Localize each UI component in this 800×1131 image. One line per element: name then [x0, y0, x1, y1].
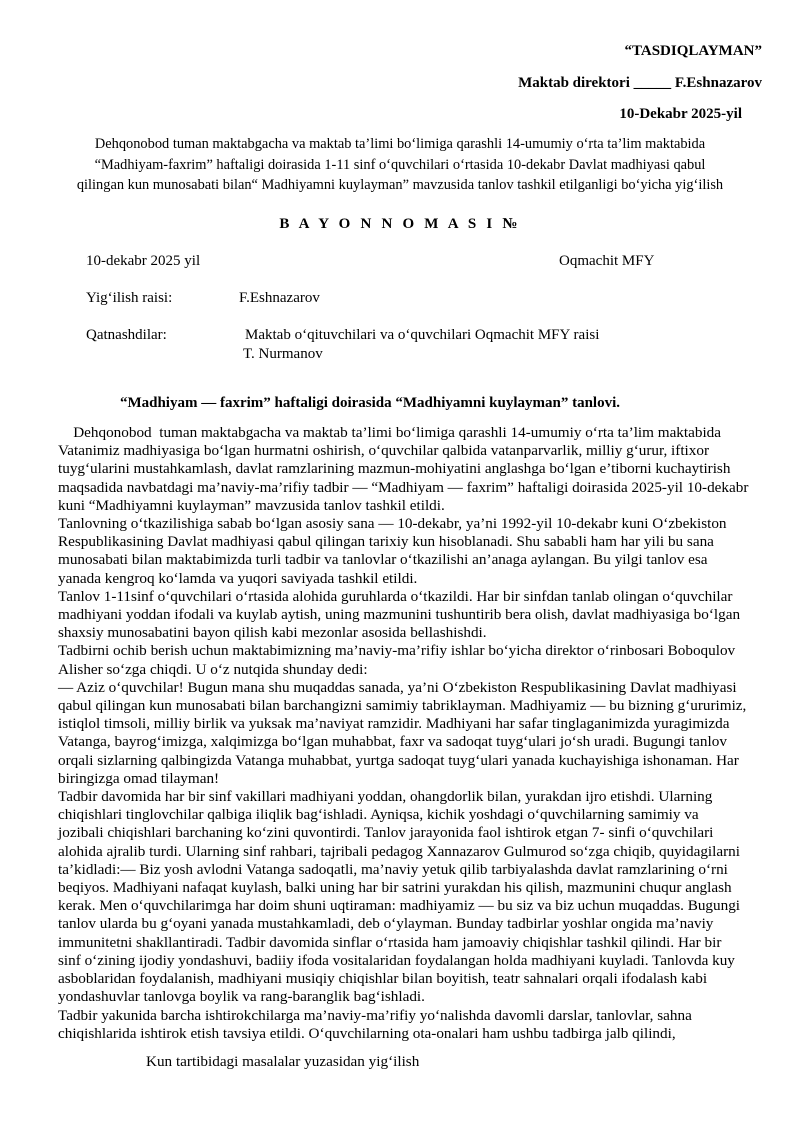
body-line: chiqishlarida ishtirok etish tavsiya etildi. O‘quvchilarning ota-onalari ham ushbu tadbirga jalb qilindi, [58, 1024, 676, 1042]
event-subtitle: “Madhiyam — faxrim” haftaligi doirasida “Madhiyamni kuylayman” tanlovi. [119, 395, 621, 411]
participants-line-2: T. Nurmanov [243, 346, 323, 362]
body-line: tanlov ularda bu g‘oyani yanada mustahkamladi, deb o‘ylayman. Bunday tadbirlar yoshlar ongida ma’naviy [58, 915, 714, 933]
body-line: immunitetni shakllantiradi. Tadbir davomida sinflar o‘rtasida ham jamoaviy chiqishlar tashkil qilindi. Har bir [58, 933, 722, 951]
body-line: yanada kengroq ko‘lamda va yuqori saviyada tashkil etildi. [58, 569, 418, 587]
body-line: Tanlovning o‘tkazilishiga sabab bo‘lgan asosiy sana — 10-dekabr, ya’ni 1992-yil 10-dekabr kuni O‘zbekiston [58, 515, 727, 533]
body-line: shaxsiy munosabatini bayon qilish kabi mezonlar asosida bellashishdi. [58, 624, 487, 642]
intro-line: Dehqonobod tuman maktabgacha va maktab ta’limi bo‘limiga qarashli 14-umumiy o‘rta ta’lim maktabida [94, 136, 706, 152]
body-line: alohida ajralib turdi. Ularning sinf rahbari, tajribali pedagog Xannazarov Gulmurod so‘zga chiqib, quyidagilarni [58, 842, 740, 860]
meeting-place: Oqmachit MFY [559, 253, 655, 269]
chair-label: Yig‘ilish raisi: [86, 290, 173, 306]
body-line: — Aziz o‘quvchilar! Bugun mana shu muqaddas sanada, ya’ni O‘zbekiston Respublikasining Davlat madhiyasi [58, 678, 737, 696]
report-body [58, 424, 778, 1043]
document-title: B A Y O N N O M A S I № [279, 216, 521, 232]
body-line: asboblaridan foydalanish, madhiyani musiqiy chiqishlar bilan boyitish, teatr sahnalari orqali ifodalash kabi [58, 970, 708, 988]
body-line: Vatanga, bayrog‘imizga, xalqimizga bo‘lgan muhabbat, faxr va sadoqat tuyg‘ulari jo‘sh uradi. Bugungi tanlov [58, 733, 727, 751]
body-line: qabul qilingan kun munosabati bilan barchangizni samimiy tabriklayman. Madhiyamiz — bu bizning g‘ururimiz, [58, 697, 747, 715]
body-line: istiqlol timsoli, milliy birlik va yuksak ma’naviyat ramzidir. Madhiyani har safar tinglaganimizda yuragimizda [58, 715, 730, 733]
body-line: chiqishlari tinglovchilar qalbiga iliqlik bag‘ishladi. Ayniqsa, kichik yoshdagi o‘quvchilarning samimiy va [58, 806, 699, 824]
body-line: madhiyani yoddan ifodali va kuylab aytish, uning mazmunini tushuntirib bera olish, davlat madhiyasiga bo‘lgan [58, 606, 741, 624]
approval-heading: “TASDIQLAYMAN” [624, 43, 762, 59]
participants-line-1: Maktab o‘qituvchilari va o‘quvchilari Oqmachit MFY raisi [245, 327, 600, 343]
body-line: maqsadida navbatdagi ma’naviy-ma’rifiy tadbir — “Madhiyam — faxrim” haftaligi doirasida 2025-yil 10-dekabr [58, 478, 749, 496]
body-line: Vatanimiz madhiyasiga bo‘lgan hurmatni oshirish, o‘quvchilar qalbida vatanparvarlik, milliy g‘urur, iftixor [58, 442, 710, 460]
body-line: Tadbirni ochib berish uchun maktabimizning ma’naviy-ma’rifiy ishlar bo‘yicha direktor o‘rinbosari Boboqulov [58, 642, 736, 660]
body-line: Tanlov 1-11sinf o‘quvchilari o‘rtasida alohida guruhlarda o‘tkazildi. Har bir sinfdan tanlab olingan o‘quvchilar [58, 587, 733, 605]
body-line: beqiyos. Madhiyani nafaqat kuylash, balki uning har bir satrini yurakdan his qilish, mazmunini chuqur anglash [58, 879, 732, 897]
body-line: kuni “Madhiyamni kuylayman” mavzusida tanlov tashkil etildi. [58, 496, 445, 514]
body-line: biringizga omad tilayman! [58, 769, 220, 787]
body-line: Tadbir yakunida barcha ishtirokchilarga ma’naviy-ma’rifiy yo‘nalishda davomli darslar, tanlovlar, sahna [58, 1006, 692, 1024]
intro-paragraph [30, 134, 770, 196]
body-line: munosabati bilan maktabimizda turli tadbir va tanlovlar o‘tkazilishi an’anaga aylangan. Bu yilgi tanlov esa [58, 551, 708, 569]
closing-line: Kun tartibidagi masalalar yuzasidan yig‘ilish [146, 1053, 420, 1070]
body-line: Tadbir davomida har bir sinf vakillari madhiyani yoddan, ohangdorlik bilan, yurakdan ijro etishdi. Ularning [58, 788, 713, 806]
body-line: Respublikasining Davlat madhiyasi qabul qilingan tarixiy kun hisoblanadi. Shu sababli ham har yili bu sana [58, 533, 714, 551]
intro-line: “Madhiyam-faxrim” haftaligi doirasida 1-11 sinf o‘quvchilari o‘rtasida 10-dekabr Davlat madhiyasi qabul [94, 156, 706, 173]
intro-line: qilingan kun munosabati bilan“ Madhiyamni kuylayman” mavzusida tanlov tashkil etilganligi bo‘yicha yig‘ilish [76, 177, 724, 193]
body-line: sinf o‘zining ijodiy yondashuvi, badiiy ifoda vositalaridan foydalangan holda madhiyani kuyladi. Tanlovda kuy [58, 951, 735, 969]
body-line: jozibali chiqishlari barchaning ko‘zini quvontirdi. Tanlov jarayonida faol ishtirok etgan 7- sinfi o‘quvchilari [58, 824, 714, 842]
body-line: yondashuvlar tanlovga boylik va rang-baranglik bag‘ishladi. [58, 988, 425, 1006]
meeting-date: 10-dekabr 2025 yil [86, 253, 201, 269]
approval-director: Maktab direktori _____ F.Eshnazarov [518, 75, 762, 91]
body-line: ta’kidladi:— Biz yosh avlodni Vatanga sadoqatli, ma’naviy yetuk qilib tarbiyalashda davlat ramzlarining o‘rni [58, 860, 728, 878]
body-line: Alisher so‘zga chiqdi. U o‘z nutqida shunday dedi: [58, 660, 368, 678]
participants-label: Qatnashdilar: [86, 327, 167, 343]
approval-date: 10-Dekabr 2025-yil [619, 106, 742, 122]
chair-value: F.Eshnazarov [239, 290, 320, 306]
body-line: kerak. Men o‘quvchilarimga har doim shuni uqtiraman: madhiyamiz — bu siz va biz uchun muqaddas. Bugungi [58, 897, 741, 915]
body-line: Dehqonobod tuman maktabgacha va maktab ta’limi bo‘limiga qarashli 14-umumiy o‘rta ta’lim maktabida [58, 424, 722, 441]
body-line: tuyg‘ularini mustahkamlash, davlat ramzlarining mazmun-mohiyatini anglashga bo‘lgan e’tiborni kuchaytirish [58, 460, 731, 478]
body-line: orqali sizlarning qalbingizda Vatanga muhabbat, yurtga sadoqat tuyg‘ulari yanada kuchayishiga ishonaman. Har [58, 751, 739, 769]
